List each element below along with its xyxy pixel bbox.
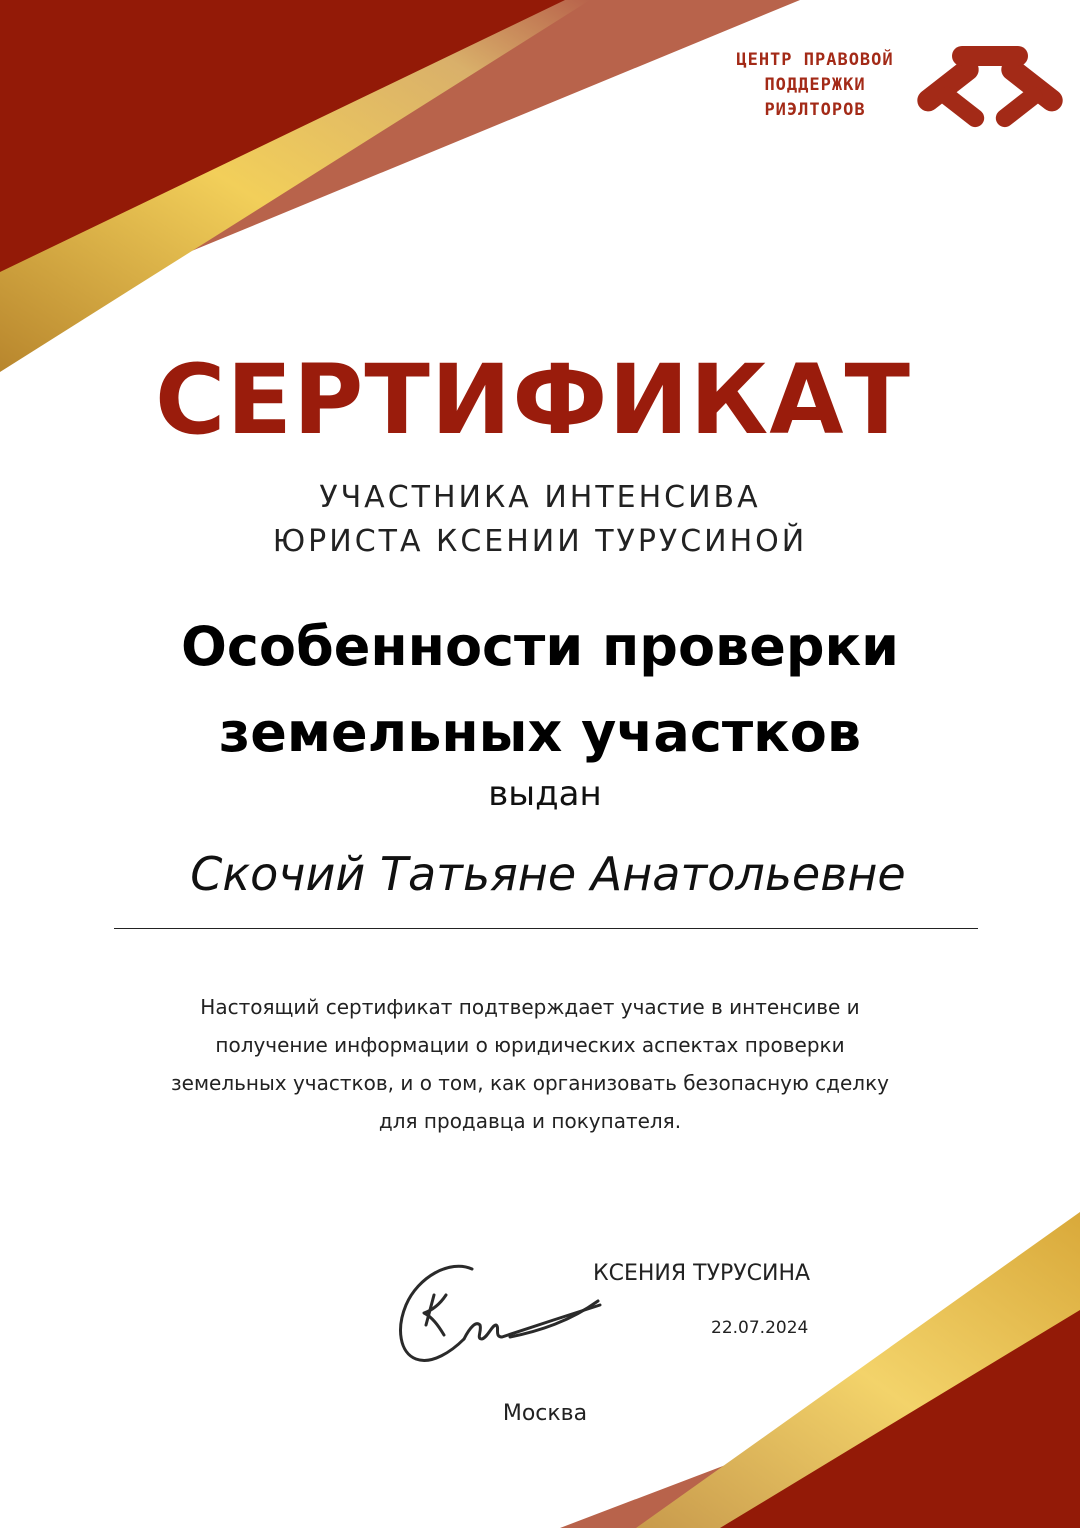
issue-date: 22.07.2024 bbox=[711, 1318, 809, 1338]
description-line: земельных участков, и о том, как организовать безопасную сделку bbox=[171, 1071, 889, 1095]
course-title-line: Особенности проверки bbox=[180, 615, 899, 678]
signer-name: КСЕНИЯ ТУРУСИНА bbox=[593, 1261, 811, 1286]
certificate-title: СЕРТИФИКАТ bbox=[154, 344, 911, 456]
handwritten-signature bbox=[390, 1255, 620, 1375]
name-underline bbox=[114, 928, 978, 929]
certificate-subtitle bbox=[0, 476, 1080, 564]
house-roof-logo-icon bbox=[912, 40, 1068, 136]
course-title-line: земельных участков bbox=[218, 701, 862, 764]
logo-line: ЦЕНТР ПРАВОВОЙ bbox=[736, 50, 894, 70]
issue-city: Москва bbox=[502, 1401, 588, 1426]
description-line: для продавца и покупателя. bbox=[378, 1109, 682, 1133]
logo-line: РИЭЛТОРОВ bbox=[764, 100, 866, 120]
recipient-name: Скочий Татьяне Анатольевне bbox=[190, 847, 906, 901]
issued-label: выдан bbox=[488, 774, 602, 814]
subtitle-line: УЧАСТНИКА ИНТЕНСИВА bbox=[319, 480, 761, 515]
red-triangle-top bbox=[0, 0, 565, 272]
description-line: получение информации о юридических аспектах проверки bbox=[215, 1033, 845, 1057]
certificate-description bbox=[120, 988, 940, 1140]
subtitle-line: ЮРИСТА КСЕНИИ ТУРУСИНОЙ bbox=[272, 524, 808, 559]
logo-line: ПОДДЕРЖКИ bbox=[764, 75, 866, 95]
course-title bbox=[0, 604, 1080, 776]
organization-logo-text bbox=[700, 48, 930, 123]
description-line: Настоящий сертификат подтверждает участие в интенсиве и bbox=[200, 995, 860, 1019]
